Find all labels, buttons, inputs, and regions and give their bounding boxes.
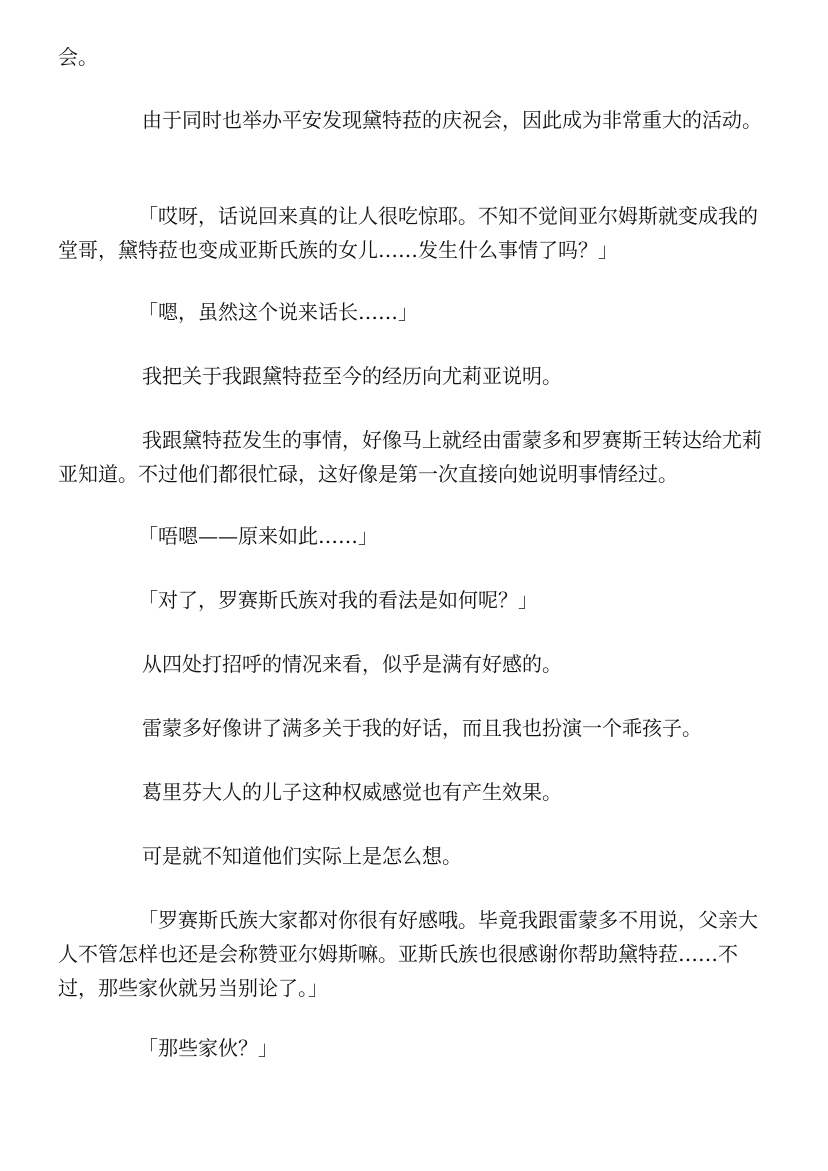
paragraph-4: 「嗯，虽然这个说来话长……」 [138, 300, 418, 324]
paragraph-8: 「对了，罗赛斯氏族对我的看法是如何呢？」 [138, 588, 538, 612]
paragraph-6: 我跟黛特菈发生的事情，好像马上就经由雷蒙多和罗赛斯王转达给尤莉亚知道。不过他们都很忙碌，这好像是第一次直接向她说明事情经过。 [58, 428, 762, 486]
paragraph-2: 由于同时也举办平安发现黛特菈的庆祝会，因此成为非常重大的活动。 [142, 108, 762, 132]
paragraph-13: 「罗赛斯氏族大家都对你很有好感哦。毕竟我跟雷蒙多不用说，父亲大人不管怎样也还是会称赞亚尔姆斯嘛。亚斯氏族也很感谢你帮助黛特菈……不过，那些家伙就另当别论了。」 [58, 908, 758, 1000]
paragraph-10: 雷蒙多好像讲了满多关于我的好话，而且我也扮演一个乖孩子。 [142, 716, 702, 740]
paragraph-5: 我把关于我跟黛特菈至今的经历向尤莉亚说明。 [142, 364, 562, 388]
paragraph-11: 葛里芬大人的儿子这种权威感觉也有产生效果。 [142, 780, 562, 804]
paragraph-14: 「那些家伙？」 [138, 1036, 278, 1060]
paragraph-12: 可是就不知道他们实际上是怎么想。 [142, 844, 462, 868]
paragraph-7: 「唔嗯——原来如此……」 [138, 524, 378, 548]
paragraph-9: 从四处打招呼的情况来看，似乎是满有好感的。 [142, 652, 562, 676]
paragraph-3: 「哎呀，话说回来真的让人很吃惊耶。不知不觉间亚尔姆斯就变成我的堂哥，黛特菈也变成亚斯氏族的女儿……发生什么事情了吗？」 [58, 204, 758, 262]
paragraph-1: 会。 [58, 45, 98, 69]
